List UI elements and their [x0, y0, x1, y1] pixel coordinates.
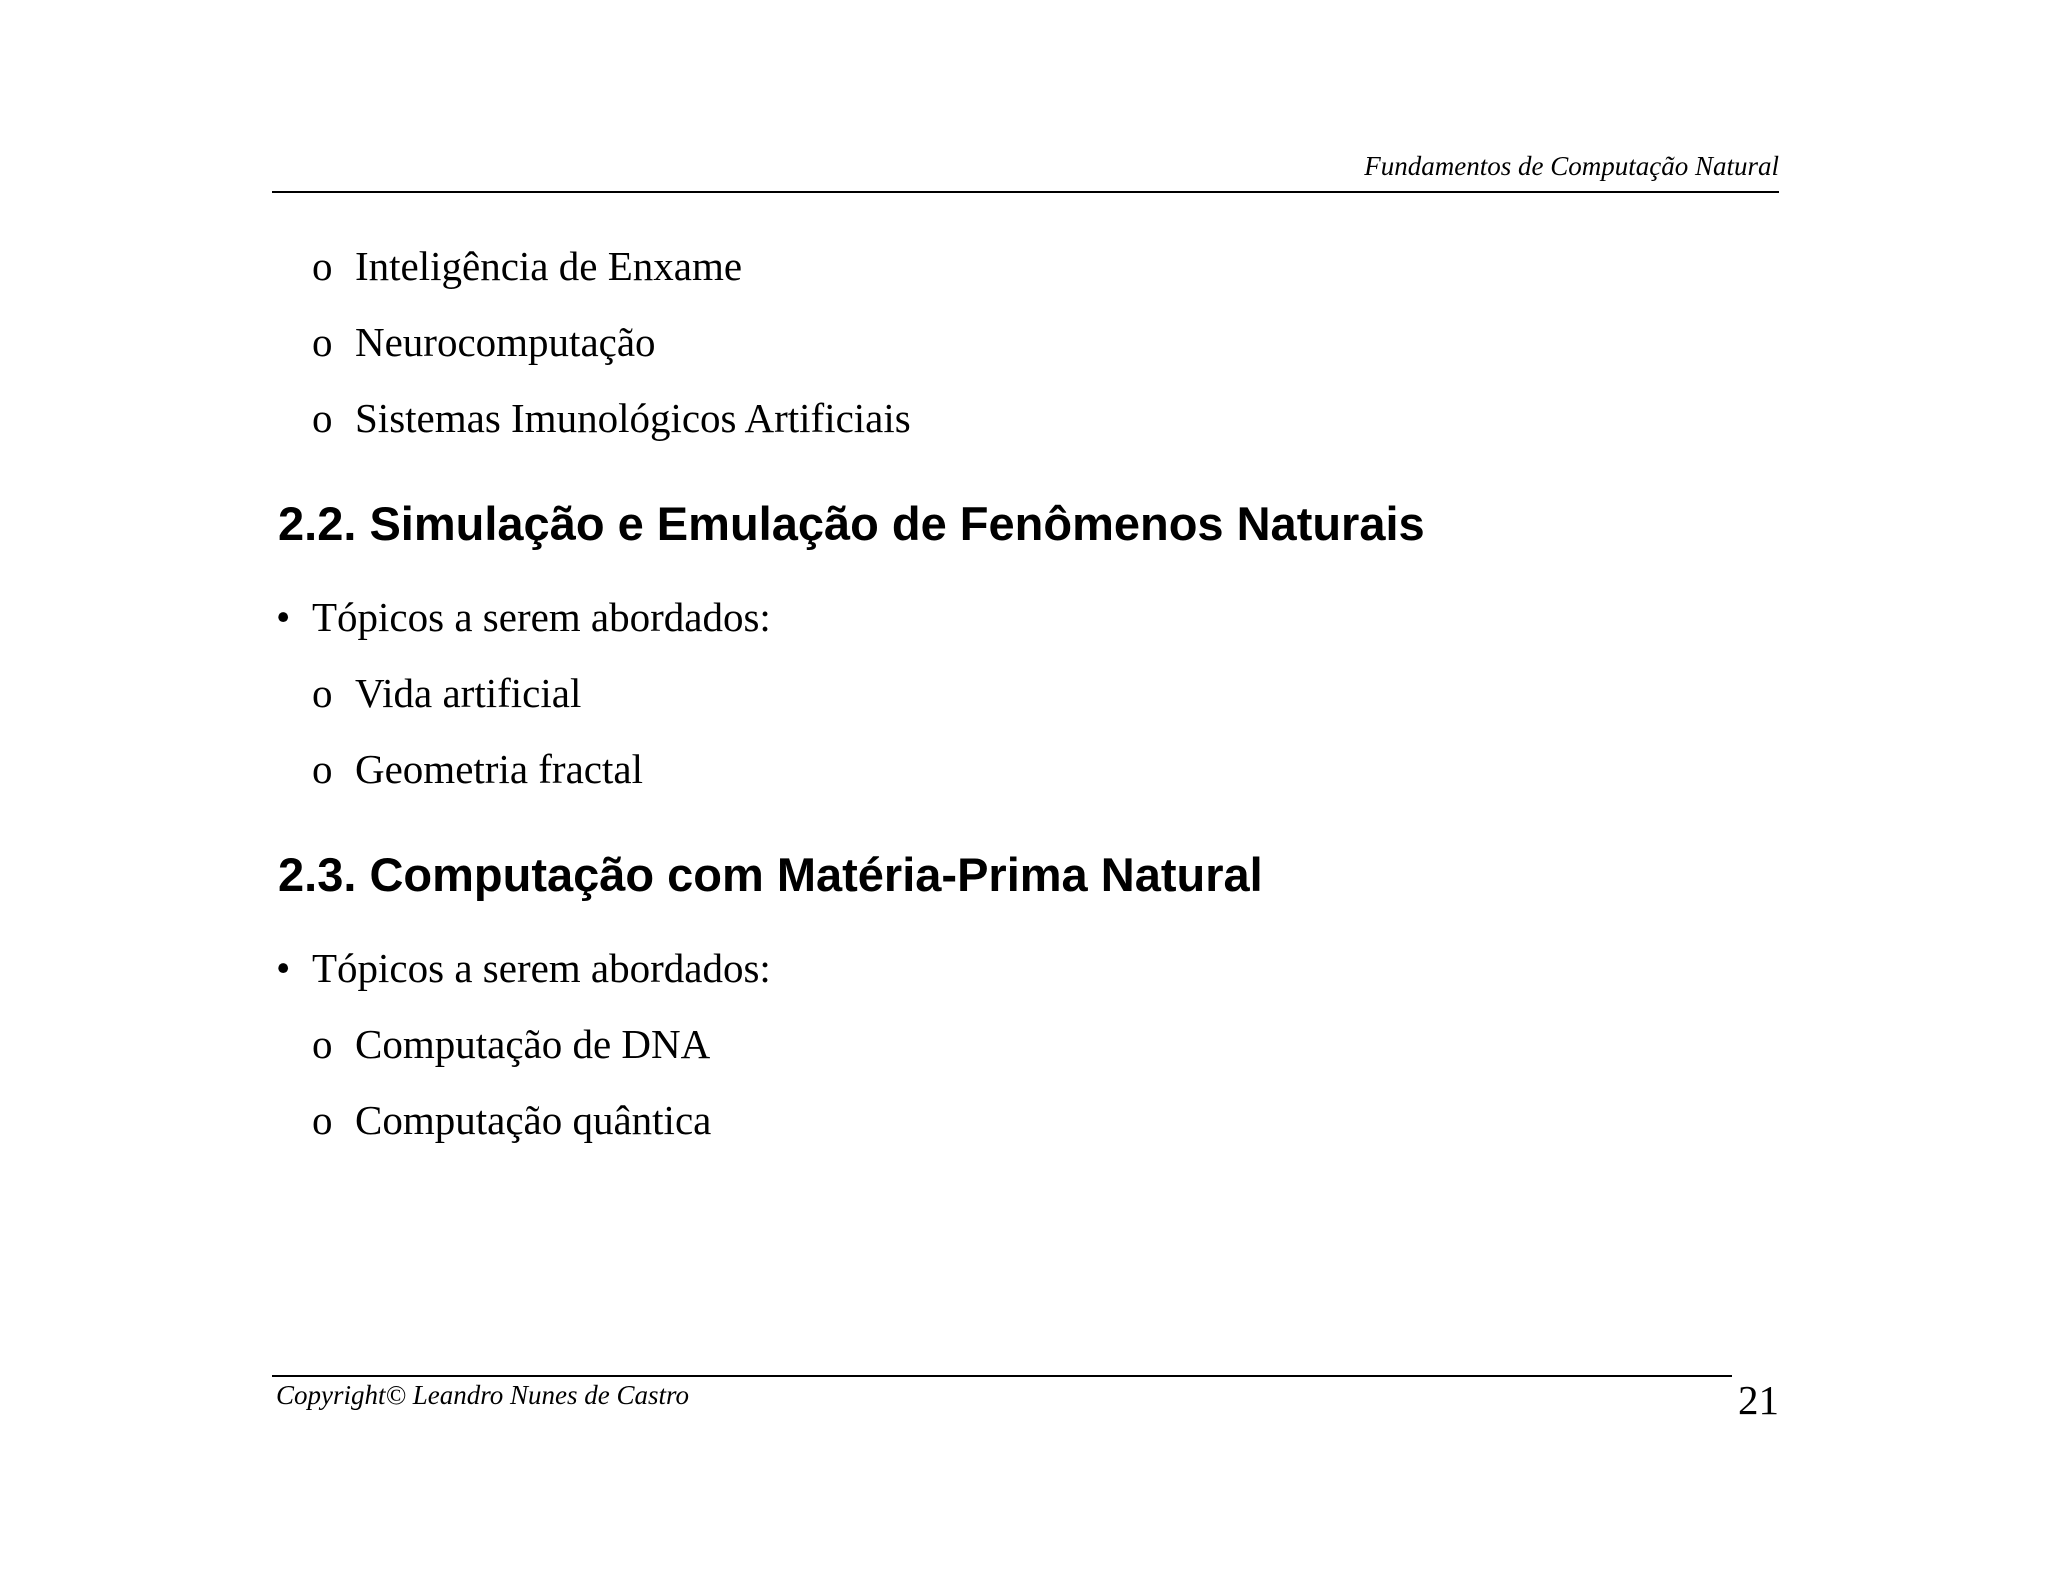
- list-item-text: Computação quântica: [355, 1097, 712, 1143]
- list-item-text: Computação de DNA: [355, 1021, 711, 1067]
- list-item-quantum-computing: [312, 1095, 711, 1145]
- bullet-item-text: Tópicos a serem abordados:: [312, 594, 771, 640]
- list-item-artificial-life: [312, 668, 581, 718]
- list-item-text: Neurocomputação: [355, 319, 656, 365]
- list-item-swarm-intelligence: [312, 241, 742, 291]
- bullet-item-topics: [276, 943, 771, 993]
- hollow-bullet-icon: o: [312, 746, 333, 792]
- list-item-neurocomputing: [312, 317, 656, 367]
- running-header-title: Fundamentos de Computação Natural: [1364, 151, 1779, 181]
- bullet-icon: •: [276, 945, 291, 991]
- list-item-text: Inteligência de Enxame: [355, 243, 743, 289]
- hollow-bullet-icon: o: [312, 319, 333, 365]
- list-item-text: Sistemas Imunológicos Artificiais: [355, 395, 911, 441]
- footer-copyright: Copyright© Leandro Nunes de Castro: [276, 1380, 690, 1410]
- list-item-artificial-immune-systems: [312, 393, 911, 443]
- section-heading-2-2: 2.2. Simulação e Emulação de Fenômenos Naturais: [278, 497, 1425, 550]
- list-item-text: Geometria fractal: [355, 746, 643, 792]
- list-item-fractal-geometry: [312, 744, 643, 794]
- page-number: 21: [1738, 1377, 1779, 1423]
- hollow-bullet-icon: o: [312, 670, 333, 716]
- bullet-item-text: Tópicos a serem abordados:: [312, 945, 771, 991]
- hollow-bullet-icon: o: [312, 1097, 333, 1143]
- section-heading-2-3: 2.3. Computação com Matéria-Prima Natural: [278, 848, 1263, 901]
- header-divider: [272, 191, 1779, 193]
- list-item-text: Vida artificial: [355, 670, 582, 716]
- bullet-item-topics: [276, 592, 771, 642]
- hollow-bullet-icon: o: [312, 395, 333, 441]
- list-item-dna-computing: [312, 1019, 710, 1069]
- bullet-icon: •: [276, 594, 291, 640]
- hollow-bullet-icon: o: [312, 1021, 333, 1067]
- hollow-bullet-icon: o: [312, 243, 333, 289]
